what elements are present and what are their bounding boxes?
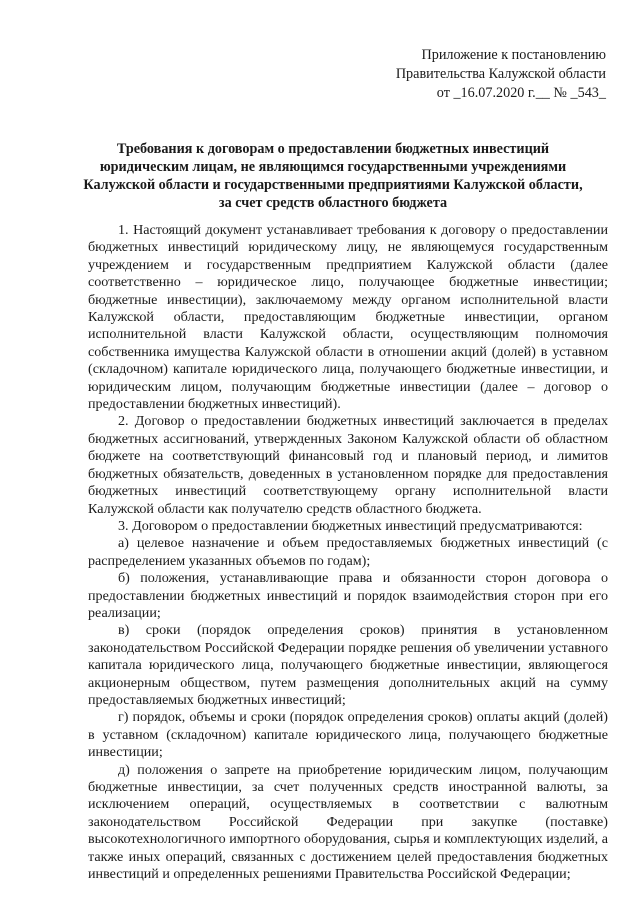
document-title: Требования к договорам о предоставлении бюджетных инвестиций юридическим лицам, не являющимся государственными учреждениями Калужской области и государственными предприятиями Калужской области, за счет средств областного бюджета	[83, 141, 583, 211]
header-line-1: Приложение к постановлению	[421, 47, 606, 63]
paragraph-3: 3. Договором о предоставлении бюджетных инвестиций предусматриваются:	[118, 517, 583, 534]
item-v: в) сроки (порядок определения сроков) принятия в установленном законодательством Российской Федерации порядке решения об увеличении уставного капитала юридического лица, получающего бюджетные инвестиции, являющегося акционерным обществом, путем размещения дополнительных акций на сумму предоставляемых бюджетных инвестиций;	[88, 622, 608, 708]
header-line-3: от _16.07.2020 г.__ № _543_	[436, 85, 606, 101]
item-d: д) положения о запрете на приобретение юридическим лицом, получающим бюджетные инвестиции, за счет полученных средств иностранной валюты, за исключением операций, осуществляемых в соответствии с валютным законодательством Российской Федерации при закупке (поставке) высокотехнологичного импортного оборудования, сырья и комплектующих изделий, а также иных операций, связанных с достижением целей предоставления бюджетных инвестиций и определенных решениями Правительства Российской Федерации;	[88, 761, 608, 883]
header-line-2: Правительства Калужской области	[395, 66, 606, 82]
document-body	[88, 222, 608, 883]
paragraph-2: 2. Договор о предоставлении бюджетных инвестиций заключается в пределах бюджетных ассигнований, утвержденных Законом Калужской области об областном бюджете на соответствующий финансовый год и плановый период, и лимитов бюджетных обязательств, доведенных в установленном порядке для предоставления бюджетных инвестиций соответствующему органу исполнительной власти Калужской области как получателю средств областного бюджета.	[88, 413, 608, 517]
approval-header	[346, 46, 606, 103]
paragraph-1: 1. Настоящий документ устанавливает требования к договору о предоставлении бюджетных инвестиций юридическому лицу, не являющемуся государственным учреждением и государственным предприятием Калужской области (далее соответственно – юридическое лицо, получающее бюджетные инвестиции; бюджетные инвестиции), заключаемому между органом исполнительной власти Калужской области, предоставляющим бюджетные инвестиции, органом исполнительной власти Калужской области, осуществляющим полномочия собственника имущества Калужской области в отношении акций (долей) в уставном (складочном) капитале юридического лица, получающего бюджетные инвестиции, и юридическим лицом, получающим бюджетные инвестиции (далее – договор о предоставлении бюджетных инвестиций).	[88, 222, 608, 413]
item-b: б) положения, устанавливающие права и обязанности сторон договора о предоставлении бюджетных инвестиций и порядок взаимодействия сторон при его реализации;	[88, 570, 608, 621]
item-g: г) порядок, объемы и сроки (порядок определения сроков) оплаты акций (долей) в уставном (складочном) капитале юридического лица, получающего бюджетные инвестиции;	[88, 709, 608, 761]
item-a: а) целевое назначение и объем предоставляемых бюджетных инвестиций (с распределением указанных объемов по годам);	[88, 535, 608, 569]
